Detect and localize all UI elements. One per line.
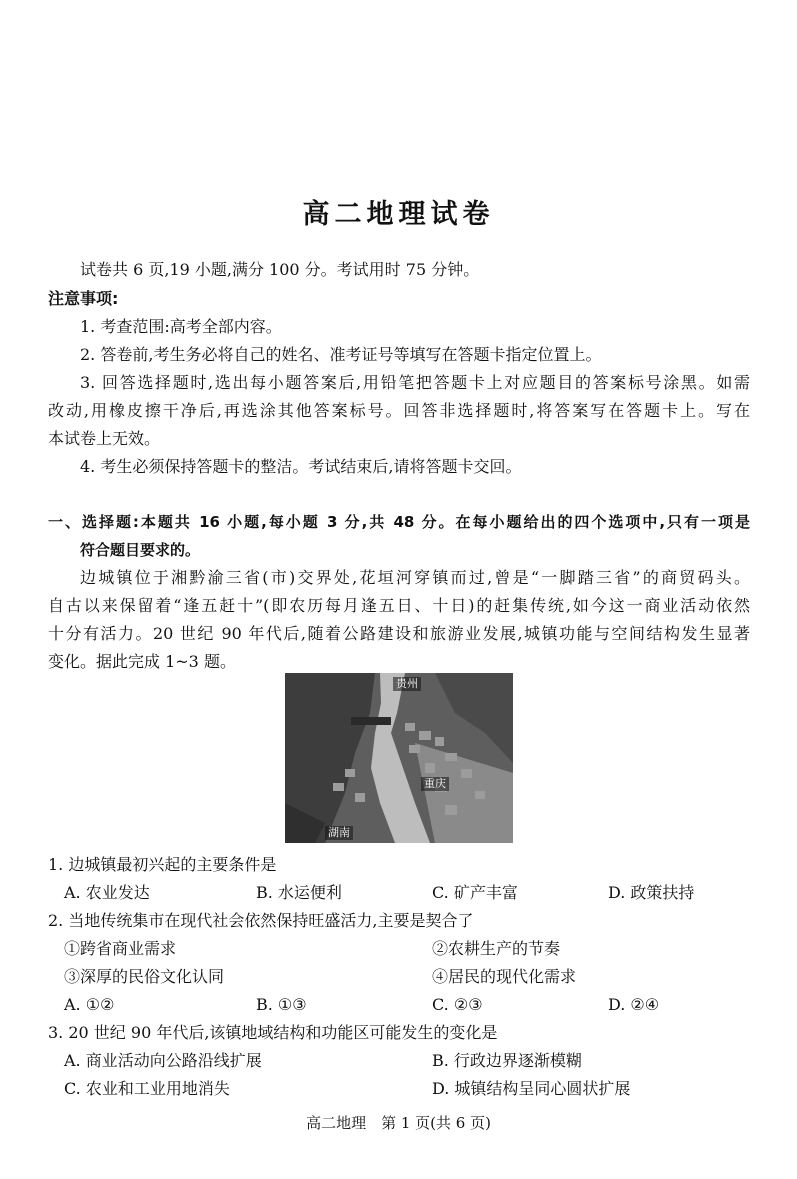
- q3-option-a: A. 商业活动向公路沿线扩展: [64, 1051, 262, 1070]
- q1-stem: 1. 边城镇最初兴起的主要条件是: [48, 855, 277, 874]
- q1-option-a: A. 农业发达: [64, 883, 150, 902]
- q2-statement-2: ②农耕生产的节奏: [432, 939, 561, 958]
- notice-item-3-line-1: 3. 回答选择题时,选出每小题答案后,用铅笔把答题卡上对应题目的答案标号涂黑。如需: [80, 373, 750, 392]
- q1-option-b: B. 水运便利: [256, 883, 342, 902]
- section-heading-line-2: 符合题目要求的。: [80, 541, 201, 559]
- page-footer: 高二地理 第 1 页(共 6 页): [306, 1114, 491, 1132]
- q2-statement-4: ④居民的现代化需求: [432, 967, 577, 986]
- page-title: 高二地理试卷: [302, 199, 495, 230]
- notice-item-3-line-2: 改动,用橡皮擦干净后,再选涂其他答案标号。回答非选择题时,将答案写在答题卡上。写在: [48, 401, 750, 420]
- q3-stem: 3. 20 世纪 90 年代后,该镇地域结构和功能区可能发生的变化是: [48, 1023, 498, 1042]
- photo-label-hunan: 湖南: [325, 826, 353, 840]
- q3-option-b: B. 行政边界逐渐模糊: [432, 1051, 582, 1070]
- passage-line-2: 自古以来保留着“逢五赶十”(即农历每月逢五日、十日)的赶集传统,如今这一商业活动依然: [48, 596, 750, 615]
- q1-option-d: D. 政策扶持: [608, 883, 695, 902]
- photo-label-guizhou: 贵州: [393, 677, 421, 691]
- photo-label-chongqing: 重庆: [421, 777, 449, 791]
- passage-line-3: 十分有活力。20 世纪 90 年代后,随着公路建设和旅游业发展,城镇功能与空间结构发生显著: [48, 624, 750, 643]
- notice-item-1: 1. 考查范围:高考全部内容。: [80, 317, 282, 336]
- town-aerial-photo: [285, 673, 513, 843]
- notice-item-3-line-3: 本试卷上无效。: [48, 429, 161, 448]
- q3-option-d: D. 城镇结构呈同心圆状扩展: [432, 1079, 631, 1098]
- q2-option-a: A. ①②: [64, 995, 115, 1014]
- notice-item-2: 2. 答卷前,考生务必将自己的姓名、准考证号等填写在答题卡指定位置上。: [80, 345, 602, 364]
- q2-option-c: C. ②③: [432, 995, 483, 1014]
- section-heading-line-1: 一、选择题:本题共 16 小题,每小题 3 分,共 48 分。在每小题给出的四个选项中,只有一项是: [48, 513, 750, 531]
- q1-option-c: C. 矿产丰富: [432, 883, 518, 902]
- q2-statement-3: ③深厚的民俗文化认同: [64, 967, 225, 986]
- notice-item-4: 4. 考生必须保持答题卡的整洁。考试结束后,请将答题卡交回。: [80, 457, 522, 476]
- q2-option-b: B. ①③: [256, 995, 307, 1014]
- q3-option-c: C. 农业和工业用地消失: [64, 1079, 230, 1098]
- q2-statement-1: ①跨省商业需求: [64, 939, 177, 958]
- passage-line-1: 边城镇位于湘黔渝三省(市)交界处,花垣河穿镇而过,曾是“一脚踏三省”的商贸码头。: [80, 568, 750, 587]
- passage-line-4: 变化。据此完成 1~3 题。: [48, 652, 236, 671]
- exam-intro: 试卷共 6 页,19 小题,满分 100 分。考试用时 75 分钟。: [80, 260, 480, 279]
- q2-option-d: D. ②④: [608, 995, 660, 1014]
- q2-stem: 2. 当地传统集市在现代社会依然保持旺盛活力,主要是契合了: [48, 911, 474, 930]
- notice-heading: 注意事项:: [48, 289, 119, 308]
